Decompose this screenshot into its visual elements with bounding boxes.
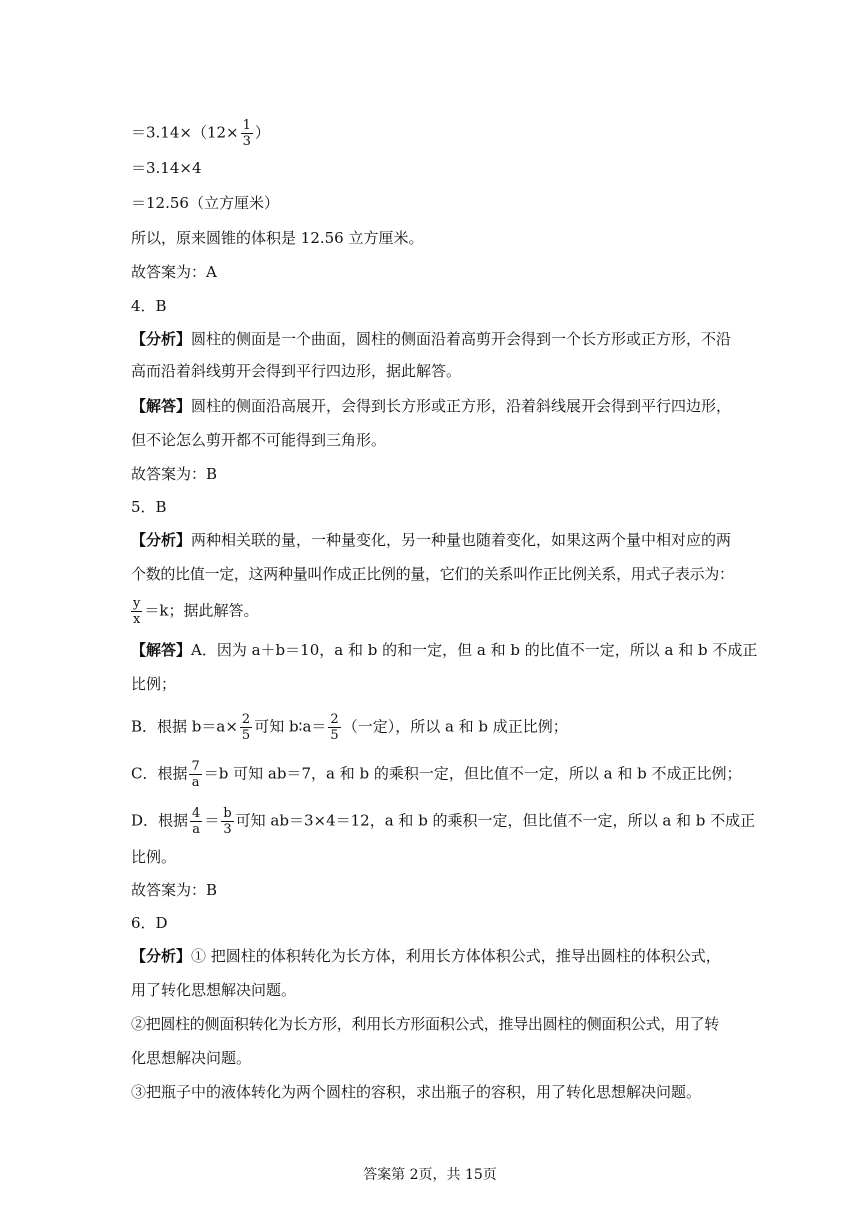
q5-solution-line-d2: 比例。 xyxy=(131,848,177,866)
analysis-text: 圆柱的侧面是一个曲面，圆柱的侧面沿着高剪开会得到一个长方形或正方形，不沿 xyxy=(191,330,732,348)
q5-analysis-line-2: 个数的比值一定，这两种量叫作成正比例的量，它们的关系叫作正比例关系，用式子表示为： xyxy=(131,565,734,583)
q6-analysis-line-1 xyxy=(131,946,730,966)
q5-solution-line-b xyxy=(131,712,730,743)
solution-text: A．因为 a＋b＝10，a 和 b 的和一定，但 a 和 b 的比值不一定，所以 a 和 b 不成正 xyxy=(191,641,758,659)
fraction-numerator: b xyxy=(223,806,232,821)
answer-line: 故答案为：A xyxy=(131,263,217,281)
q6-analysis-line-2: 用了转化思想解决问题。 xyxy=(131,981,297,999)
fraction xyxy=(131,596,142,627)
analysis-tag: 【分析】 xyxy=(131,330,192,348)
q5-solution-line-a2: 比例； xyxy=(131,675,177,693)
analysis-tag: 【分析】 xyxy=(131,531,192,549)
equation-line-3: ＝12.56（立方厘米） xyxy=(131,194,279,212)
equation-text: ＝3.14×（12× xyxy=(131,123,239,142)
analysis-tag: 【分析】 xyxy=(131,947,192,965)
q5-answer-line: 故答案为：B xyxy=(131,881,218,899)
fraction xyxy=(241,118,253,149)
fraction-denominator: 3 xyxy=(242,134,251,149)
equation-text: ） xyxy=(254,123,270,142)
analysis-text: 两种相关联的量，一种量变化，另一种量也随着变化，如果这两个量中相对应的两 xyxy=(191,531,732,549)
q6-analysis-line-3: ②把圆柱的侧面积转化为长方形，利用长方形面积公式，推导出圆柱的侧面积公式，用了转 xyxy=(131,1015,720,1033)
solution-tag: 【解答】 xyxy=(131,641,192,659)
solution-text: ＝b 可知 ab＝7，a 和 b 的乘积一定，但比值不一定，所以 a 和 b 不成正比例； xyxy=(203,764,742,783)
q4-answer-line: 故答案为：B xyxy=(131,465,218,483)
fraction-numerator: 2 xyxy=(330,712,339,727)
solution-text: 圆柱的侧面沿高展开，会得到长方形或正方形，沿着斜线展开会得到平行四边形， xyxy=(191,397,732,415)
question-4-heading: 4．B xyxy=(131,297,167,315)
q5-analysis-line-3 xyxy=(131,596,730,627)
solution-text: D．根据 xyxy=(131,811,189,830)
question-6-heading: 6．D xyxy=(131,914,168,932)
solution-text: 可知 b∶a＝ xyxy=(254,717,327,736)
q5-solution-line-a xyxy=(131,640,758,660)
fraction-numerator: 2 xyxy=(241,712,251,727)
equation-line-1 xyxy=(131,118,730,149)
solution-text: B．根据 b＝a× xyxy=(131,717,238,736)
solution-tag: 【解答】 xyxy=(131,397,192,415)
fraction xyxy=(240,712,252,743)
solution-text: （一定），所以 a 和 b 成正比例； xyxy=(342,717,568,736)
fraction-denominator: a xyxy=(191,775,200,790)
fraction-denominator: 5 xyxy=(241,728,251,743)
solution-text: C．根据 xyxy=(131,764,188,783)
conclusion-text: 所以，原来圆锥的体积是 12.56 立方厘米。 xyxy=(131,229,424,247)
q4-analysis-line-1 xyxy=(131,329,730,349)
fraction-denominator: 3 xyxy=(223,822,232,837)
q4-solution-line-2: 但不论怎么剪开都不可能得到三角形。 xyxy=(131,431,387,449)
solution-text: 可知 ab＝3×4＝12，a 和 b 的乘积一定，但比值不一定，所以 a 和 b 不成正 xyxy=(235,811,756,830)
fraction xyxy=(221,806,233,837)
fraction-numerator: 1 xyxy=(242,118,251,133)
fraction xyxy=(189,759,201,790)
q6-analysis-line-4: 化思想解决问题。 xyxy=(131,1049,252,1067)
fraction xyxy=(328,712,340,743)
q4-analysis-line-2: 高而沿着斜线剪开会得到平行四边形，据此解答。 xyxy=(131,362,462,380)
equation-line-2: ＝3.14×4 xyxy=(131,159,202,177)
fraction-numerator: 4 xyxy=(192,806,201,821)
fraction-numerator: 7 xyxy=(191,759,200,774)
q5-analysis-line-1 xyxy=(131,530,730,550)
q5-solution-line-d xyxy=(131,806,756,837)
solution-text: ＝ xyxy=(204,811,220,830)
fraction-denominator: 5 xyxy=(330,728,339,743)
page-footer: 答案第 2页，共 15页 xyxy=(363,1167,497,1183)
q5-solution-line-c xyxy=(131,759,742,790)
fraction xyxy=(190,806,202,837)
fraction-denominator: x xyxy=(133,612,141,627)
q4-solution-line-1 xyxy=(131,396,730,416)
q6-analysis-line-5: ③把瓶子中的液体转化为两个圆柱的容积，求出瓶子的容积，用了转化思想解决问题。 xyxy=(131,1083,702,1101)
question-5-heading: 5．B xyxy=(131,498,167,516)
fraction-denominator: a xyxy=(192,822,201,837)
analysis-text: ＝k；据此解答。 xyxy=(144,601,259,620)
analysis-text: ① 把圆柱的体积转化为长方体，利用长方体体积公式，推导出圆柱的体积公式， xyxy=(191,947,721,965)
fraction-numerator: y xyxy=(133,596,141,611)
